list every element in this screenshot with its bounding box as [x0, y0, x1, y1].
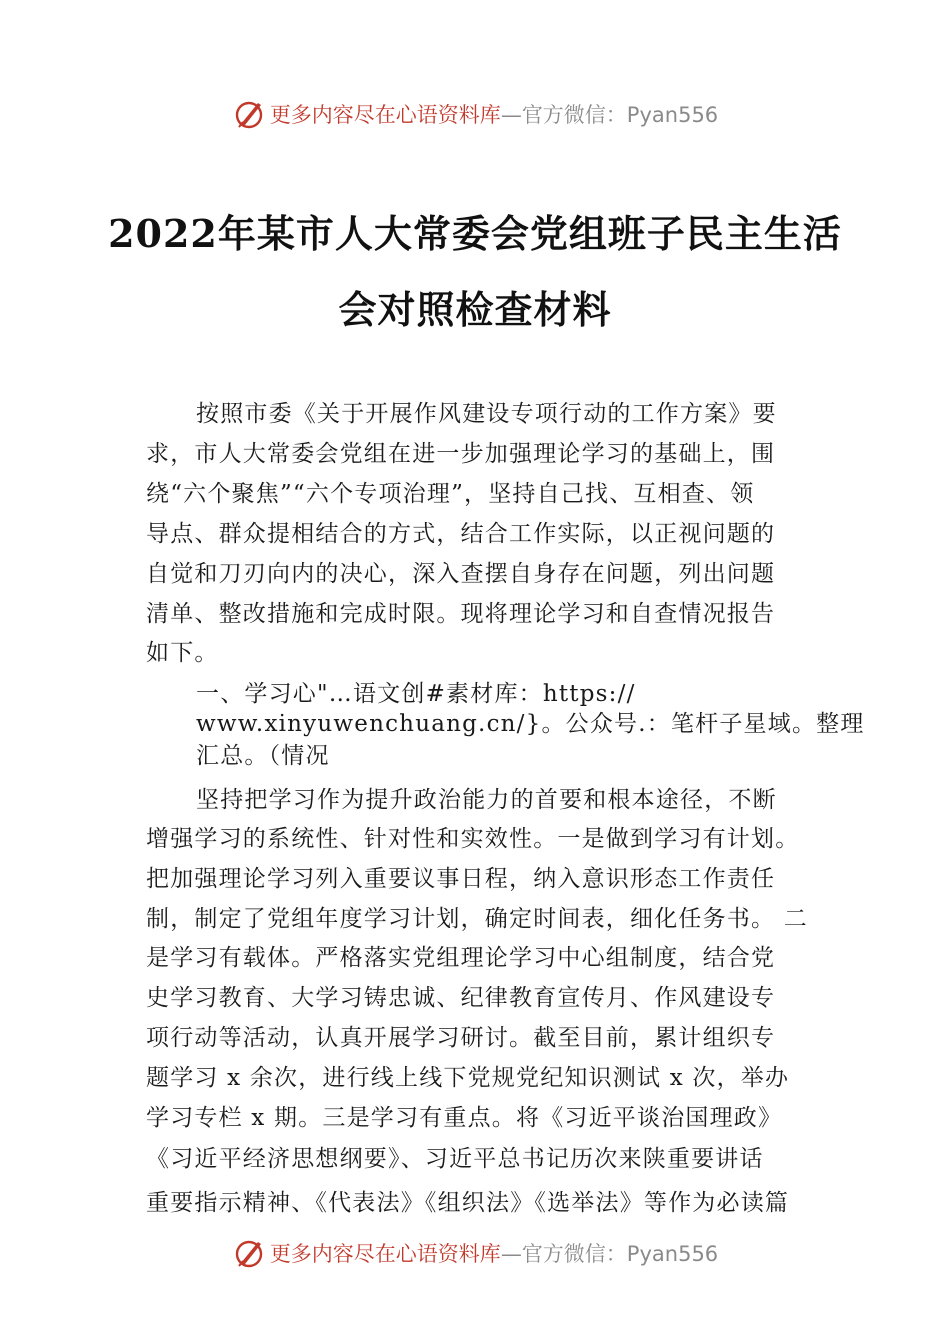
- intro-line: 求，市人大常委会党组在进一步加强理论学习的基础上，围: [146, 441, 776, 467]
- intro-line: 按照市委《关于开展作风建设专项行动的工作方案》要: [196, 401, 777, 427]
- study-line: 《习近平经济思想纲要》、习近平总书记历次来陕重要讲话: [146, 1146, 764, 1172]
- document-title-line2: 会对照检查材料: [338, 287, 612, 332]
- section-heading-line: 一、学习心"…语文创#素材库：https://: [196, 681, 636, 707]
- study-line: 是学习有载体。严格落实党组理论学习中心组制度，结合党: [146, 945, 776, 971]
- document-title-line1: 2022年某市人大常委会党组班子民主生活: [108, 211, 842, 256]
- study-line: 坚持把学习作为提升政治能力的首要和根本途径，不断: [196, 787, 777, 813]
- banner-red-text: 更多内容尽在心语资料库: [269, 103, 501, 127]
- intro-line: 如下。: [146, 640, 219, 666]
- study-line: 把加强理论学习列入重要议事日程，纳入意识形态工作责任: [146, 866, 776, 892]
- banner-gray-text: —官方微信：Pyan556: [500, 103, 719, 127]
- study-line: 制，制定了党组年度学习计划，确定时间表，细化任务书。 二: [146, 906, 808, 932]
- intro-line: 绕“六个聚焦”“六个专项治理”，坚持自己找、互相查、领: [146, 481, 755, 507]
- study-line: 学习专栏 x 期。三是学习有重点。将《习近平谈治国理政》: [146, 1105, 783, 1131]
- banner-gray-text: —官方微信：Pyan556: [500, 1242, 719, 1266]
- section-heading-line: 汇总。（情况: [196, 743, 330, 769]
- study-line: 重要指示精神、《代表法》《组织法》《选举法》等作为必读篇: [146, 1190, 790, 1216]
- study-line: 增强学习的系统性、针对性和实效性。一是做到学习有计划。: [146, 826, 800, 852]
- intro-line: 清单、整改措施和完成时限。现将理论学习和自查情况报告: [146, 601, 776, 627]
- quill-logo-icon: [232, 97, 266, 131]
- study-line: 题学习 x 余次，进行线上线下党规党纪知识测试 x 次，举办: [146, 1065, 790, 1091]
- study-line: 史学习教育、大学习铸忠诚、纪律教育宣传月、作风建设专: [146, 985, 776, 1011]
- intro-line: 导点、群众提相结合的方式，结合工作实际，以正视问题的: [146, 521, 776, 547]
- quill-logo-icon: [232, 1236, 266, 1270]
- footer-banner: [0, 1233, 950, 1273]
- study-line: 项行动等活动，认真开展学习研讨。截至目前，累计组织专: [146, 1025, 776, 1051]
- intro-line: 自觉和刀刃向内的决心，深入查摆自身存在问题，列出问题: [146, 561, 776, 587]
- section-heading-line: www.xinyuwenchuang.cn/}。公众号.：笔杆子星域。整理: [196, 711, 865, 737]
- banner-red-text: 更多内容尽在心语资料库: [269, 1242, 501, 1266]
- header-banner: [0, 94, 950, 134]
